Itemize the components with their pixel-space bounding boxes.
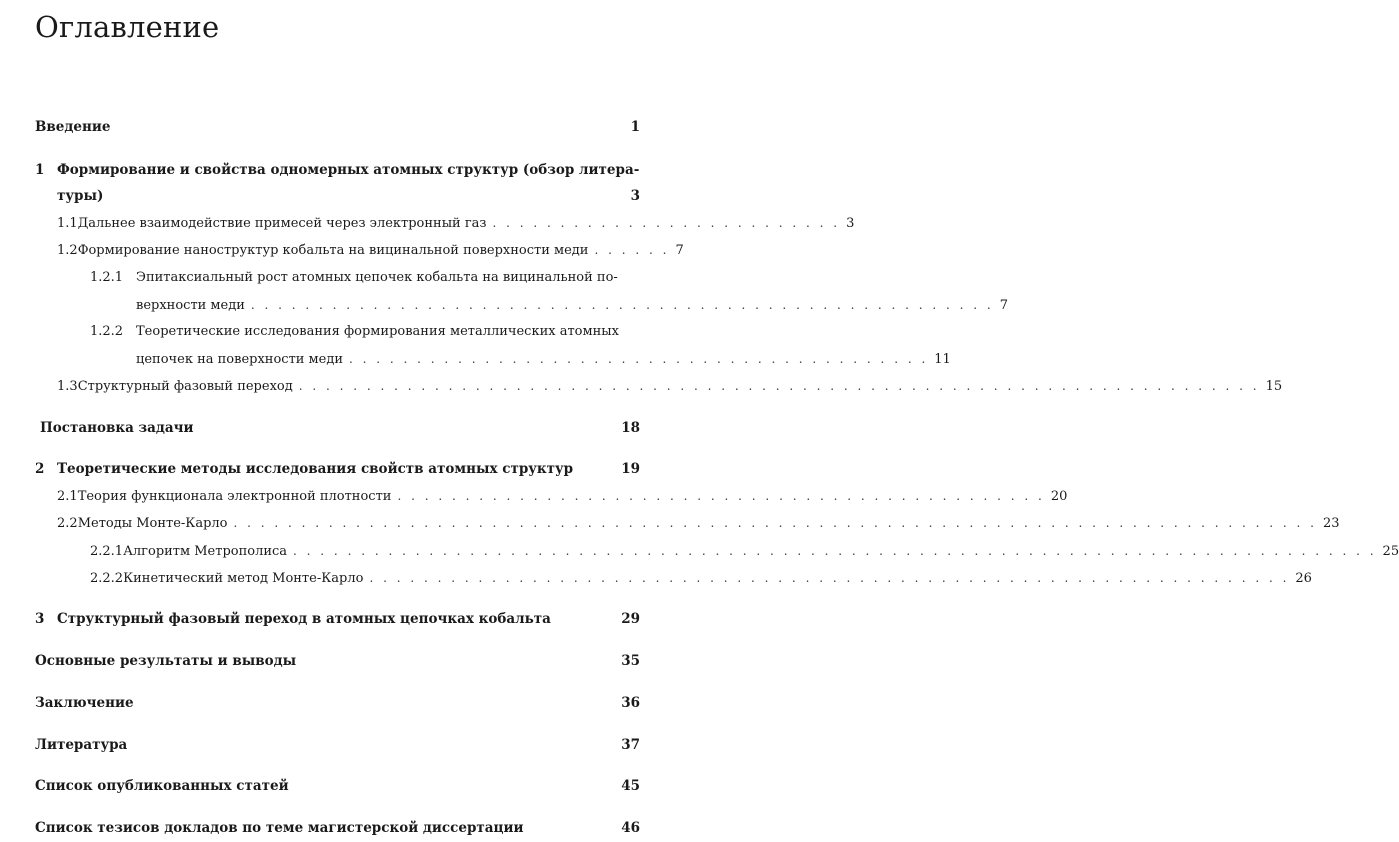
toc-entry-ch3[interactable] — [35, 609, 640, 629]
toc-entry-title: Теория функционала электронной плотности — [77, 489, 392, 504]
toc-leader-dots: . . . . . . . . . . . . . . . . . . . . . . . . . . . . . . . . . . . . . . . . . . . . . . . . . . . . . . . . . . . . . . . . . . . . . . . — [298, 379, 1260, 393]
toc-entry-title: Эпитаксиальный рост атомных цепочек кобальта на вицинальной по- — [136, 270, 618, 285]
toc-entry-page: 18 — [621, 420, 640, 436]
toc-entry-page: 26 — [1295, 571, 1312, 586]
toc-entry-page: 46 — [621, 820, 640, 836]
toc-entry-2-1[interactable] — [57, 486, 1068, 506]
toc-entry-page: 25 — [1382, 544, 1399, 559]
toc-entry-1-1[interactable] — [57, 213, 855, 233]
toc-entry-title: Методы Монте-Карло — [77, 516, 228, 531]
toc-entry-theses[interactable] — [35, 818, 640, 838]
toc-entry-title: Структурный фазовый переход — [77, 379, 293, 394]
toc-entry-page: 23 — [1323, 516, 1340, 531]
toc-entry-number: 1.2 — [57, 243, 78, 258]
toc-entry-page: 19 — [621, 461, 640, 477]
toc-entry-title: Теоретические методы исследования свойств атомных структур — [57, 461, 574, 477]
toc-entry-page: 37 — [621, 737, 640, 753]
toc-leader-dots: . . . . . . . . . . . . . . . . . . . . . . . . . . . . . . . . . . . . . . . . . . . . . . . . . . . . . . . — [250, 298, 994, 312]
toc-entry-page: 3 — [846, 216, 855, 231]
toc-entry-1-2-1[interactable] — [90, 268, 640, 288]
toc-entry-page: 7 — [999, 298, 1008, 313]
toc-entry-title: Постановка задачи — [40, 420, 194, 436]
toc-entry-conclusion[interactable] — [35, 693, 640, 713]
toc-entry-ch1[interactable] — [35, 160, 640, 180]
toc-entry-task[interactable] — [40, 418, 640, 438]
toc-entry-literature[interactable] — [35, 735, 640, 755]
toc-entry-title: Список тезисов докладов по теме магистерской диссертации — [35, 820, 524, 836]
toc-leader-dots: . . . . . . . . . . . . . . . . . . . . . . . . . . . . . . . . . . . . . . . . . . . . . . . . . . . . . . . . . . . . . . . . . . . . — [369, 571, 1290, 585]
toc-entry-number: 1.2.2 — [90, 324, 124, 339]
toc-entry-title: Литература — [35, 737, 128, 753]
toc-entry-title: Алгоритм Метрополиса — [123, 544, 288, 559]
toc-entry-ch1-cont[interactable] — [57, 186, 640, 206]
toc-entry-1-2-2[interactable] — [90, 322, 640, 342]
toc-entry-number: 2 — [35, 461, 45, 477]
toc-entry-2-2-1[interactable] — [90, 541, 1399, 561]
toc-entry-page: 3 — [630, 188, 640, 204]
toc-entry-intro[interactable] — [35, 117, 640, 137]
toc-entry-title-cont: верхности меди — [136, 298, 245, 313]
toc-entry-title: Теоретические исследования формирования металлических атомных — [136, 324, 619, 339]
toc-entry-2-2[interactable] — [57, 513, 1340, 533]
toc-entry-number: 3 — [35, 611, 45, 627]
toc-entry-2-2-2[interactable] — [90, 568, 1312, 588]
toc-entry-page: 1 — [630, 119, 640, 135]
toc-entry-title: Введение — [35, 119, 111, 135]
toc-entry-title-cont: туры) — [57, 188, 104, 204]
toc-entry-title: Формирование и свойства одномерных атомных структур (обзор литера- — [57, 162, 640, 178]
toc-entry-ch2[interactable] — [35, 459, 640, 479]
toc-entry-page: 29 — [621, 611, 640, 627]
toc-entry-title: Основные результаты и выводы — [35, 653, 297, 669]
toc-entry-title: Дальнее взаимодействие примесей через электронный газ — [77, 216, 487, 231]
toc-entry-title: Кинетический метод Монте-Карло — [123, 571, 364, 586]
toc-entry-title: Формирование наноструктур кобальта на вицинальной поверхности меди — [77, 243, 589, 258]
toc-entry-number: 1.3 — [57, 379, 78, 394]
toc-leader-dots: . . . . . . . . . . . . . . . . . . . . . . . . . . . . . . . . . . . . . . . . . . . — [349, 352, 929, 366]
page-title: Оглавление — [35, 10, 220, 44]
toc-entry-page: 45 — [621, 778, 640, 794]
toc-entry-title: Структурный фазовый переход в атомных цепочках кобальта — [57, 611, 551, 627]
toc-entry-number: 2.2 — [57, 516, 78, 531]
toc-leader-dots: . . . . . . . . . . . . . . . . . . . . . . . . . . . . . . . . . . . . . . . . . . . . . . . . . . . . . . . . . . . . . . . . . . . . . . . . . . . . . . . . — [293, 544, 1377, 558]
toc-leader-dots: . . . . . . . . . . . . . . . . . . . . . . . . . . . . . . . . . . . . . . . . . . . . . . . . . . . . . . . . . . . . . . . . . . . . . . . . . . . . . . . . — [233, 516, 1317, 530]
toc-entry-title-cont: цепочек на поверхности меди — [136, 352, 344, 367]
toc-entry-1-3[interactable] — [57, 376, 1283, 396]
toc-entry-page: 15 — [1265, 379, 1283, 394]
toc-entry-number: 2.1 — [57, 489, 78, 504]
toc-entry-title: Заключение — [35, 695, 134, 711]
toc-entry-number: 1 — [35, 162, 45, 178]
toc-entry-1-2-1-cont[interactable] — [136, 295, 1008, 315]
toc-leader-dots: . . . . . . . . . . . . . . . . . . . . . . . . . . — [492, 216, 841, 230]
toc-entry-number: 2.2.2 — [90, 571, 124, 586]
toc-entry-page: 20 — [1050, 489, 1068, 504]
toc-entry-1-2[interactable] — [57, 240, 684, 260]
toc-entry-page: 35 — [621, 653, 640, 669]
toc-entry-number: 1.1 — [57, 216, 78, 231]
toc-leader-dots: . . . . . . — [594, 243, 670, 257]
toc-entry-articles[interactable] — [35, 776, 640, 796]
toc-entry-title: Список опубликованных статей — [35, 778, 289, 794]
toc-entry-number: 1.2.1 — [90, 270, 124, 285]
toc-entry-page: 7 — [675, 243, 684, 258]
toc-entry-page: 11 — [934, 352, 951, 367]
toc-entry-1-2-2-cont[interactable] — [136, 349, 951, 369]
toc-entry-page: 36 — [621, 695, 640, 711]
toc-entry-number: 2.2.1 — [90, 544, 124, 559]
toc-leader-dots: . . . . . . . . . . . . . . . . . . . . . . . . . . . . . . . . . . . . . . . . . . . . . . . . — [397, 489, 1045, 503]
toc-entry-results[interactable] — [35, 651, 640, 671]
